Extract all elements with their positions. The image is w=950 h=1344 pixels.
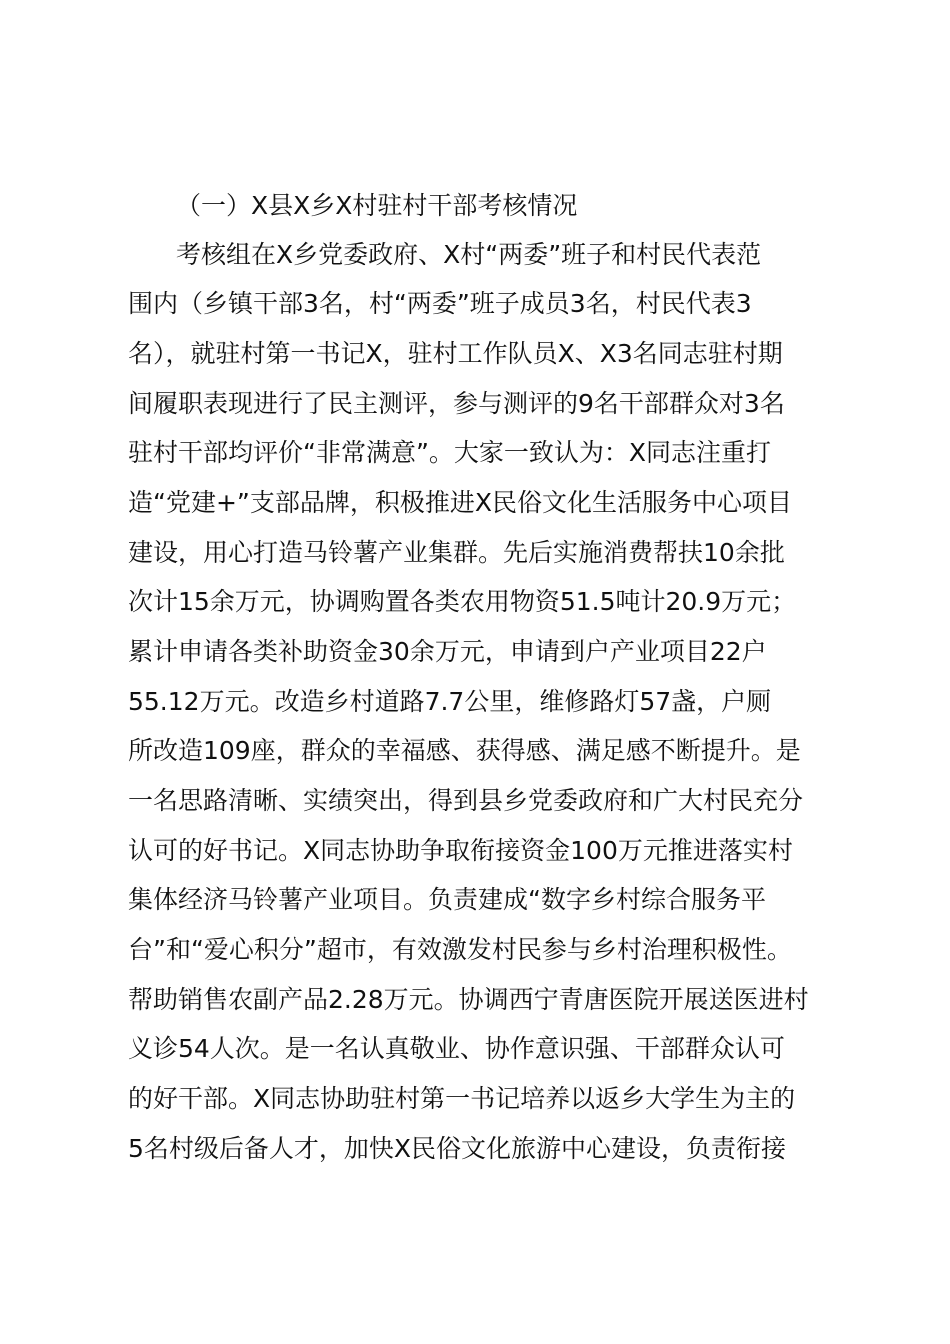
- paragraph-line: 台”和“爱心积分”超市，有效激发村民参与乡村治理积极性。: [128, 935, 792, 964]
- paragraph-line: 一名思路清晰、实绩突出，得到县乡党委政府和广大村民充分: [128, 786, 804, 815]
- paragraph-line: 的好干部。X同志协助驻村第一书记培养以返乡大学生为主的: [128, 1084, 796, 1113]
- paragraph-line: 驻村干部均评价“非常满意”。大家一致认为：X同志注重打: [128, 438, 772, 467]
- paragraph-line: 55.12万元。改造乡村道路7.7公里，维修路灯57盏，户厕: [128, 687, 772, 716]
- paragraph-line: 围内（乡镇干部3名，村“两委”班子成员3名，村民代表3: [128, 289, 752, 318]
- paragraph-line: 次计15余万元，协调购置各类农用物资51.5吨计20.9万元；: [128, 587, 797, 616]
- paragraph-line: 所改造109座，群众的幸福感、获得感、满足感不断提升。是: [128, 736, 801, 765]
- paragraph-line: 考核组在X乡党委政府、X村“两委”班子和村民代表范: [176, 240, 762, 269]
- paragraph-line: 名），就驻村第一书记X，驻村工作队员X、X3名同志驻村期: [128, 339, 783, 368]
- paragraph-line: 间履职表现进行了民主测评，参与测评的9名干部群众对3名: [128, 389, 785, 418]
- paragraph-line: 集体经济马铃薯产业项目。负责建成“数字乡村综合服务平: [128, 885, 766, 914]
- paragraph-line: 累计申请各类补助资金30余万元，申请到户产业项目22户: [128, 637, 767, 666]
- paragraph-line: 义诊54人次。是一名认真敬业、协作意识强、干部群众认可: [128, 1034, 785, 1063]
- paragraph-line: 造“党建+”支部品牌，积极推进X民俗文化生活服务中心项目: [128, 488, 792, 517]
- paragraph-line: 5名村级后备人才，加快X民俗文化旅游中心建设，负责衔接: [128, 1134, 787, 1163]
- paragraph-line: 帮助销售农副产品2.28万元。协调西宁青唐医院开展送医进村: [128, 985, 809, 1014]
- paragraph-line: 认可的好书记。X同志协助争取衔接资金100万元推进落实村: [128, 836, 793, 865]
- paragraph-line: 建设，用心打造马铃薯产业集群。先后实施消费帮扶10余批: [128, 538, 785, 567]
- section-heading: （一）X县X乡X村驻村干部考核情况: [176, 191, 578, 220]
